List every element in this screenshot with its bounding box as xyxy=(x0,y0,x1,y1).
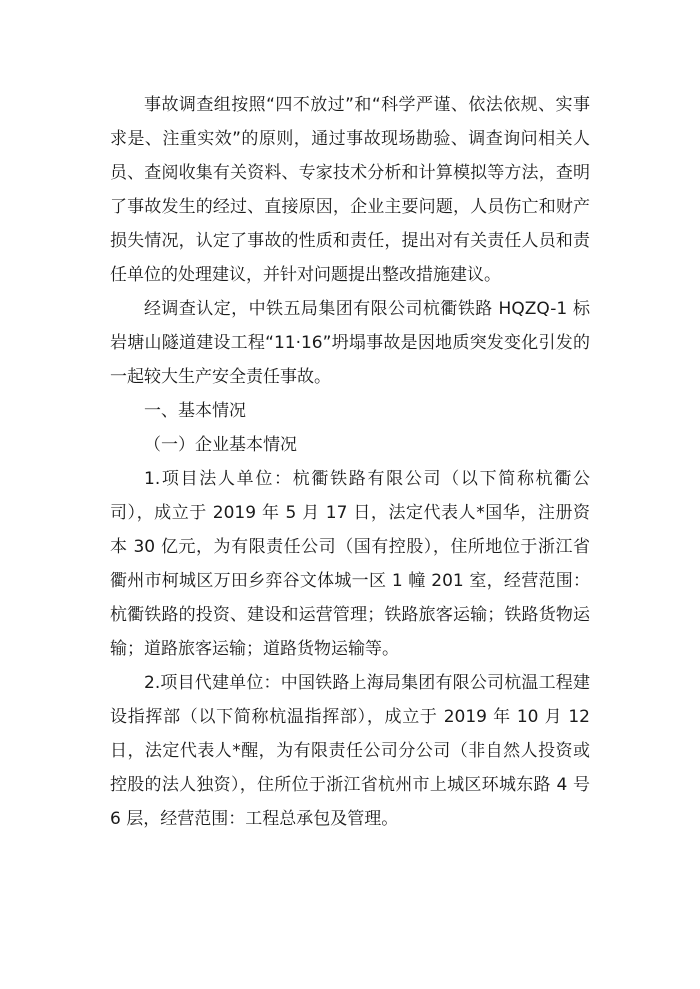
subsection-heading-company-info: （一）企业基本情况 xyxy=(144,435,297,455)
section-heading-basic-info: 一、基本情况 xyxy=(144,401,246,421)
paragraph-project-agent: 2.项目代建单位：中国铁路上海局集团有限公司杭温工程建设指挥部（以下简称杭温指挥部），成立于 2019 年 10 月 12 日，法定代表人*醒，为有限责任公司分公司（非自然人投资或控股的法人独资），住所位于浙江省杭州市上城区环城东路 4 号 6 层，经营范围：工程总承包及管理。 xyxy=(110,673,590,829)
paragraph-conclusion: 经调查认定，中铁五局集团有限公司杭衢铁路 HQZQ-1 标岩塘山隧道建设工程“11·16”坍塌事故是因地质突发变化引发的一起较大生产安全责任事故。 xyxy=(110,299,590,387)
paragraph-investigation-method: 事故调查组按照“四不放过”和“科学严谨、依法依规、实事求是、注重实效”的原则，通过事故现场勘验、调查询问相关人员、查阅收集有关资料、专家技术分析和计算模拟等方法，查明了事故发生的经过、直接原因，企业主要问题，人员伤亡和财产损失情况，认定了事故的性质和责任，提出对有关责任人员和责任单位的处理建议，并针对问题提出整改措施建议。 xyxy=(110,95,590,285)
document-body xyxy=(110,88,590,836)
paragraph-project-legal-entity: 1.项目法人单位：杭衢铁路有限公司（以下简称杭衢公司），成立于 2019 年 5 月 17 日，法定代表人*国华，注册资本 30 亿元，为有限责任公司（国有控股），住所地位于浙江省衢州市柯城区万田乡弈谷文体城一区 1 幢 201 室，经营范围：杭衢铁路的投资、建设和运营管理；铁路旅客运输；铁路货物运输；道路旅客运输；道路货物运输等。 xyxy=(110,469,590,659)
